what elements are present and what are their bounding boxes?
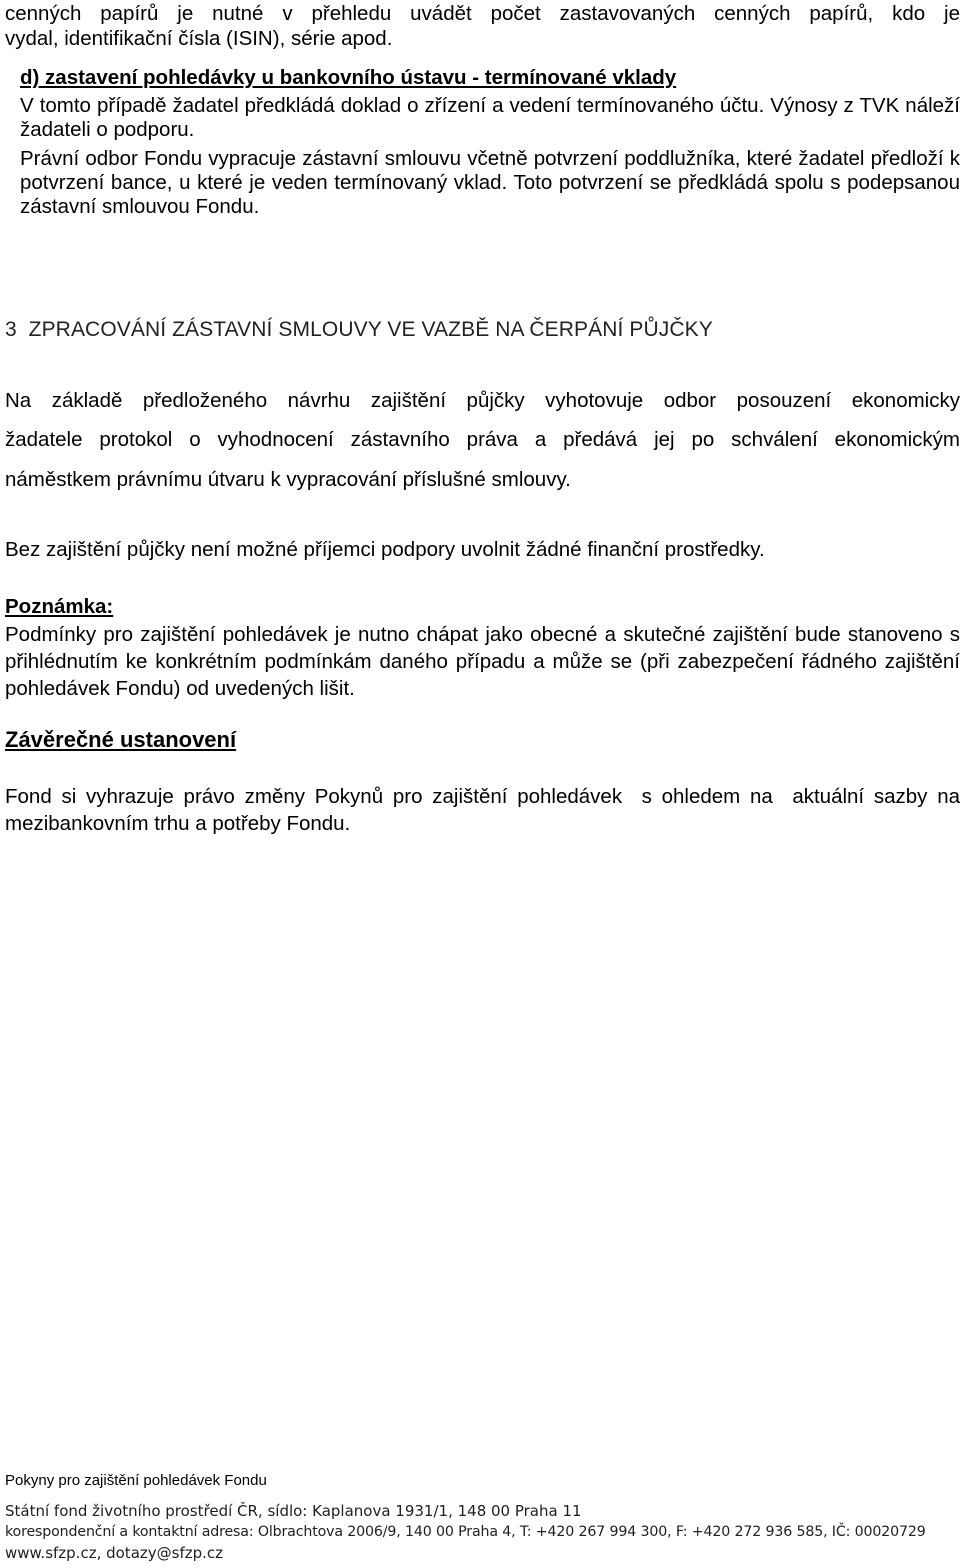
footer-org-line-3: www.sfzp.cz, dotazy@sfzp.cz (5, 1544, 224, 1562)
footer-org-line-1: Státní fond životního prostředí ČR, sídlo: Kaplanova 1931/1, 148 00 Praha 11 (5, 1502, 582, 1520)
note-text: Podmínky pro zajištění pohledávek je nutno chápat jako obecné a skutečné zajištění bude stanoveno s přihlédnutím ke konkrétním podmínkám daného případu a může se (při zabezpečení řádného zajištění pohledávek Fondu) od uvedených lišit. (5, 623, 960, 700)
note-label: Poznámka: (5, 595, 114, 618)
section-d-para-2: Právní odbor Fondu vypracuje zástavní smlouvu včetně potvrzení poddlužníka, které žadatel předloží k potvrzení bance, u které je veden termínovaný vklad. Toto potvrzení se předkládá spolu s podepsanou zástavní smlouvou Fondu. (20, 147, 960, 218)
final-text: Fond si vyhrazuje právo změny Pokynů pro zajištění pohledávek s ohledem na aktuální sazby na mezibankovním trhu a potřeby Fondu. (5, 785, 960, 835)
intro-line-2: vydal, identifikační čísla (ISIN), série apod. (5, 27, 393, 50)
final-heading: Závěrečné ustanovení (5, 727, 237, 752)
footer-document-title: Pokyny pro zajištění pohledávek Fondu (5, 1472, 267, 1489)
section-d-para-1: V tomto případě žadatel předkládá doklad o zřízení a vedení termínovaného účtu. Výnosy z TVK náleží žadateli o podporu. (20, 94, 960, 141)
section-d-heading: d) zastavení pohledávky u bankovního ústavu - termínované vklady (20, 66, 677, 89)
intro-line-1: cenných papírů je nutné v přehledu uvádět počet zastavovaných cenných papírů, kdo je (5, 2, 960, 25)
section-3-para-2: Bez zajištění půjčky není možné příjemci podpory uvolnit žádné finanční prostředky. (5, 538, 765, 561)
section-3-para-line-2: žadatele protokol o vyhodnocení zástavního práva a předává jej po schválení ekonomickým (5, 428, 960, 451)
section-3-heading: 3 ZPRACOVÁNÍ ZÁSTAVNÍ SMLOUVY VE VAZBĚ NA ČERPÁNÍ PŮJČKY (5, 318, 713, 341)
section-3-para-line-1: Na základě předloženého návrhu zajištění půjčky vyhotovuje odbor posouzení ekonomicky (5, 389, 960, 412)
footer-org-line-2: korespondenční a kontaktní adresa: Olbrachtova 2006/9, 140 00 Praha 4, T: +420 267 994 300, F: +420 272 936 585, IČ: 00020729 (5, 1524, 926, 1540)
section-3-para-line-3: náměstkem právnímu útvaru k vypracování příslušné smlouvy. (5, 468, 571, 491)
